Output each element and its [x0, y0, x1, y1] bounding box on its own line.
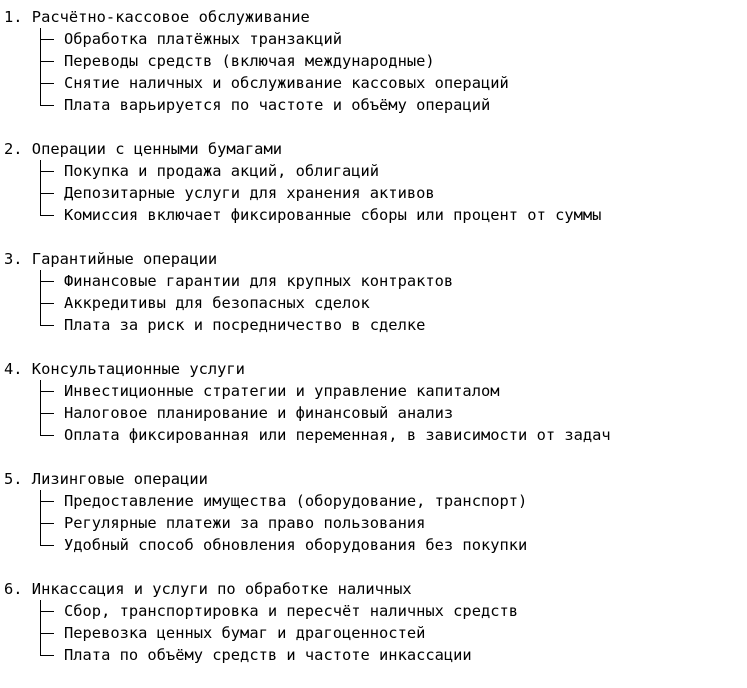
list-item	[4, 72, 611, 94]
section-securities	[4, 138, 611, 226]
list-item-text: Перевозка ценных бумаг и драгоценностей	[64, 624, 426, 642]
tree-branch-icon	[40, 512, 56, 534]
tree-branch-icon	[40, 270, 56, 292]
list-item	[4, 534, 611, 556]
list-item	[4, 600, 611, 622]
list-item	[4, 270, 611, 292]
section-heading: 1. Расчётно-кассовое обслуживание	[4, 8, 310, 26]
section-consulting	[4, 358, 611, 446]
tree-branch-end-icon	[40, 94, 56, 116]
list-item-text: Удобный способ обновления оборудования без покупки	[64, 536, 528, 554]
list-item-text: Сбор, транспортировка и пересчёт наличных средств	[64, 602, 519, 620]
tree-branch-end-icon	[40, 314, 56, 336]
tree-branch-icon	[40, 28, 56, 50]
list-item	[4, 50, 611, 72]
tree-branch-end-icon	[40, 534, 56, 556]
list-item	[4, 314, 611, 336]
tree-branch-icon	[40, 160, 56, 182]
section-heading: 6. Инкассация и услуги по обработке наличных	[4, 580, 412, 598]
list-item	[4, 512, 611, 534]
list-item-text: Снятие наличных и обслуживание кассовых операций	[64, 74, 509, 92]
list-item	[4, 622, 611, 644]
tree-branch-icon	[40, 490, 56, 512]
list-item	[4, 182, 611, 204]
list-item-text: Аккредитивы для безопасных сделок	[64, 294, 370, 312]
list-item-text: Регулярные платежи за право пользования	[64, 514, 426, 532]
section-heading: 5. Лизинговые операции	[4, 470, 208, 488]
services-document	[4, 6, 611, 688]
tree-branch-icon	[40, 600, 56, 622]
list-item-text: Переводы средств (включая международные)	[64, 52, 435, 70]
tree-branch-icon	[40, 50, 56, 72]
section-leasing	[4, 468, 611, 556]
tree-branch-icon	[40, 402, 56, 424]
tree-branch-end-icon	[40, 204, 56, 226]
list-item	[4, 424, 611, 446]
list-item	[4, 292, 611, 314]
section-heading: 4. Консультационные услуги	[4, 360, 245, 378]
list-item-text: Плата за риск и посредничество в сделке	[64, 316, 426, 334]
section-heading: 2. Операции с ценными бумагами	[4, 140, 282, 158]
list-item	[4, 402, 611, 424]
list-item-text: Инвестиционные стратегии и управление капиталом	[64, 382, 500, 400]
list-item-text: Покупка и продажа акций, облигаций	[64, 162, 380, 180]
section-cash-settlement	[4, 6, 611, 116]
list-item	[4, 160, 611, 182]
list-item	[4, 644, 611, 666]
list-item	[4, 94, 611, 116]
tree-branch-icon	[40, 292, 56, 314]
list-item	[4, 490, 611, 512]
list-item-text: Комиссия включает фиксированные сборы или процент от суммы	[64, 206, 602, 224]
tree-branch-icon	[40, 182, 56, 204]
list-item-text: Плата варьируется по частоте и объёму операций	[64, 96, 491, 114]
list-item-text: Обработка платёжных транзакций	[64, 30, 342, 48]
tree-branch-icon	[40, 72, 56, 94]
tree-branch-icon	[40, 622, 56, 644]
list-item-text: Финансовые гарантии для крупных контрактов	[64, 272, 454, 290]
section-guarantees	[4, 248, 611, 336]
list-item-text: Депозитарные услуги для хранения активов	[64, 184, 435, 202]
section-cash-collection	[4, 578, 611, 666]
list-item	[4, 204, 611, 226]
list-item-text: Плата по объёму средств и частоте инкассации	[64, 646, 472, 664]
section-heading: 3. Гарантийные операции	[4, 250, 218, 268]
list-item	[4, 28, 611, 50]
list-item	[4, 380, 611, 402]
tree-branch-end-icon	[40, 644, 56, 666]
list-item-text: Оплата фиксированная или переменная, в зависимости от задач	[64, 426, 611, 444]
list-item-text: Налоговое планирование и финансовый анализ	[64, 404, 454, 422]
list-item-text: Предоставление имущества (оборудование, транспорт)	[64, 492, 528, 510]
tree-branch-end-icon	[40, 424, 56, 446]
tree-branch-icon	[40, 380, 56, 402]
